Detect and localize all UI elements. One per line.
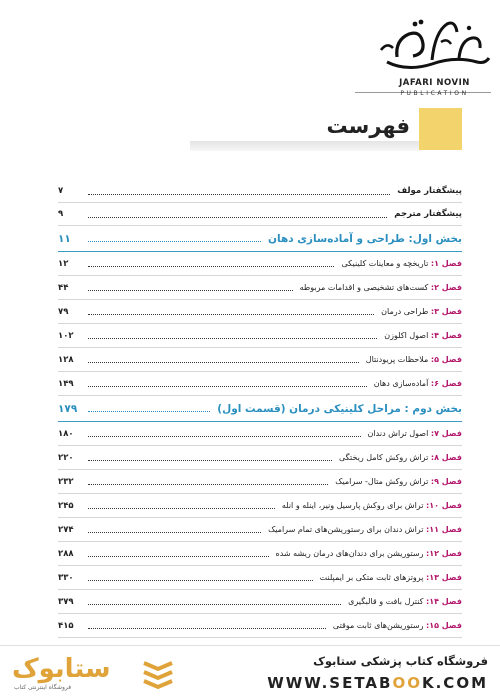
toc-entry-title: [279, 501, 462, 510]
page-number: ۲۳۲: [58, 476, 74, 487]
chapter-number: فصل ۳:: [430, 307, 462, 316]
toc-chapter-row[interactable]: [58, 348, 462, 372]
chapter-number: فصل ۱۳:: [425, 573, 462, 582]
chapter-title: ملاحظات پریودنتال: [365, 355, 429, 364]
dot-leader: [88, 532, 261, 533]
chapter-title: طراحی درمان: [381, 307, 429, 316]
chapter-title: کنترل بافت و قالبگیری: [348, 597, 424, 606]
toc-entry-title: بخش اول: طراحی و آماده‌سازی دهان: [268, 232, 462, 245]
chapter-title: آماده‌سازی دهان: [373, 379, 429, 388]
url-part-3: K.COM: [421, 674, 488, 692]
toc-entry-title: [297, 283, 462, 292]
toc-entry-title: [336, 453, 462, 462]
chapter-number: فصل ۱۴:: [425, 597, 462, 606]
page-number: ۱۴۹: [58, 378, 74, 389]
page-number: ۱۲: [58, 258, 69, 269]
page-number: ۲۷۴: [58, 524, 74, 535]
toc-section-row[interactable]: [58, 226, 462, 252]
chapter-title: رستوریشن‌های ثابت موقتی: [332, 621, 424, 630]
dot-leader: [88, 556, 269, 557]
dot-leader: [88, 604, 341, 605]
page-number: ۲۴۵: [58, 500, 74, 511]
toc-entry-title: [363, 355, 462, 364]
store-tagline: فروشگاه اینترنتی کتاب: [14, 684, 72, 691]
page-title: فهرست: [326, 114, 410, 138]
store-logo: [12, 654, 111, 694]
chapter-title: کست‌های تشخیصی و اقدامات مربوطه: [299, 283, 429, 292]
chapter-title: تراش روکش کامل ریختگی: [338, 453, 429, 462]
dot-leader: [88, 484, 328, 485]
chapter-title: تراش دندان برای رستوریشن‌های تمام سرامیک: [268, 525, 424, 534]
page-number: ۴۴: [58, 282, 69, 293]
chapter-number: فصل ۱۰:: [425, 501, 462, 510]
url-part-1: WWW.SETAB: [267, 674, 393, 692]
chapter-number: فصل ۱۲:: [425, 549, 462, 558]
chapter-number: فصل ۴:: [430, 331, 462, 340]
chapter-title: رستوریشن برای دندان‌های درمان ریشه شده: [275, 549, 424, 558]
publisher-sub: PUBLICATION: [400, 90, 469, 97]
page-number: ۷۹: [58, 306, 69, 317]
dot-leader: [88, 436, 361, 437]
chapter-title: تاریخچه و معاینات کلینیکی: [341, 259, 429, 268]
toc-chapter-row[interactable]: [58, 324, 462, 348]
url-part-2: OO: [392, 674, 422, 692]
store-banner: [0, 645, 500, 700]
toc-entry-title: [365, 429, 462, 438]
chapter-number: فصل ۹:: [430, 477, 462, 486]
chapter-number: فصل ۱:: [430, 259, 462, 268]
chapter-title: اصول تراش دندان: [367, 429, 429, 438]
toc-entry-title: [317, 573, 462, 582]
toc-entry-title: [265, 525, 462, 534]
page-number: ۳۳۰: [58, 572, 74, 583]
store-url[interactable]: [267, 674, 488, 692]
chapter-number: فصل ۲:: [430, 283, 462, 292]
dot-leader: [88, 266, 334, 267]
chapter-number: فصل ۱۵:: [425, 621, 462, 630]
dot-leader: [88, 580, 313, 581]
publisher-name: JAFARI NOVIN: [399, 78, 470, 88]
table-of-contents: [58, 180, 462, 638]
toc-chapter-row[interactable]: [58, 566, 462, 590]
page-number: ۴۱۵: [58, 620, 74, 631]
page-number: ۳۷۹: [58, 596, 74, 607]
page-number: ۲۸۸: [58, 548, 74, 559]
toc-chapter-row[interactable]: [58, 590, 462, 614]
page-number: ۱۷۹: [58, 402, 78, 415]
toc-section-row[interactable]: [58, 396, 462, 422]
chapter-number: فصل ۷:: [430, 429, 462, 438]
toc-chapter-row[interactable]: [58, 446, 462, 470]
dot-leader: [88, 411, 210, 412]
chapter-title: تراش برای روکش پارسیل ونیر، اینله و انله: [281, 501, 424, 510]
dot-leader: [88, 460, 332, 461]
toc-chapter-row[interactable]: [58, 494, 462, 518]
toc-entry-title: [381, 331, 462, 340]
toc-entry-title: پیشگفتار مولف: [397, 186, 462, 196]
toc-entry-title: [378, 307, 462, 316]
dot-leader: [88, 386, 367, 387]
dot-leader: [88, 241, 261, 242]
toc-preface-row[interactable]: [58, 180, 462, 203]
chapter-title: پروتزهای ثابت متکی بر ایمپلنت: [319, 573, 424, 582]
page-number: ۱۰۲: [58, 330, 74, 341]
toc-entry-title: [371, 379, 462, 388]
stacked-books-icon: [140, 655, 176, 691]
page-number: ۹: [58, 209, 64, 219]
chapter-title: تراش روکش متال- سرامیک: [335, 477, 429, 486]
dot-leader: [88, 290, 293, 291]
chapter-title: اصول اکلوزن: [384, 331, 429, 340]
toc-chapter-row[interactable]: [58, 422, 462, 446]
toc-chapter-row[interactable]: [58, 276, 462, 300]
toc-entry-title: [330, 621, 462, 630]
toc-chapter-row[interactable]: [58, 470, 462, 494]
title-accent-box: [419, 108, 462, 150]
chapter-number: فصل ۵:: [430, 355, 462, 364]
store-name: فروشگاه کتاب پزشکی ستابوک: [313, 654, 488, 668]
toc-preface-row[interactable]: [58, 203, 462, 226]
toc-entry-title: [338, 259, 462, 268]
page-number: ۲۲۰: [58, 452, 74, 463]
dot-leader: [88, 628, 326, 629]
publisher-logo: [377, 12, 492, 107]
chapter-number: فصل ۱۱:: [425, 525, 462, 534]
toc-entry-title: [273, 549, 462, 558]
dot-leader: [88, 217, 387, 218]
toc-entry-title: پیشگفتار مترجم: [394, 209, 462, 219]
toc-entry-title: [332, 477, 462, 486]
toc-entry-title: بخش دوم : مراحل کلینیکی درمان (قسمت اول): [217, 402, 462, 415]
dot-leader: [88, 508, 275, 509]
toc-chapter-row[interactable]: [58, 542, 462, 566]
dot-leader: [88, 194, 390, 195]
chapter-number: فصل ۶:: [430, 379, 462, 388]
toc-chapter-row[interactable]: [58, 300, 462, 324]
store-brand: ستابوک: [12, 654, 111, 684]
toc-chapter-row[interactable]: [58, 252, 462, 276]
page-title-band: [190, 108, 462, 150]
page-number: ۷: [58, 186, 64, 196]
toc-chapter-row[interactable]: [58, 518, 462, 542]
calligraphy-logo-icon: [377, 12, 492, 78]
toc-chapter-row[interactable]: [58, 614, 462, 638]
toc-chapter-row[interactable]: [58, 372, 462, 396]
page-number: ۱۱: [58, 232, 71, 245]
dot-leader: [88, 338, 377, 339]
dot-leader: [88, 314, 374, 315]
toc-entry-title: [345, 597, 462, 606]
page-number: ۱۸۰: [58, 428, 74, 439]
page-number: ۱۲۸: [58, 354, 74, 365]
chapter-number: فصل ۸:: [430, 453, 462, 462]
dot-leader: [88, 362, 359, 363]
title-shadow: [190, 141, 422, 151]
